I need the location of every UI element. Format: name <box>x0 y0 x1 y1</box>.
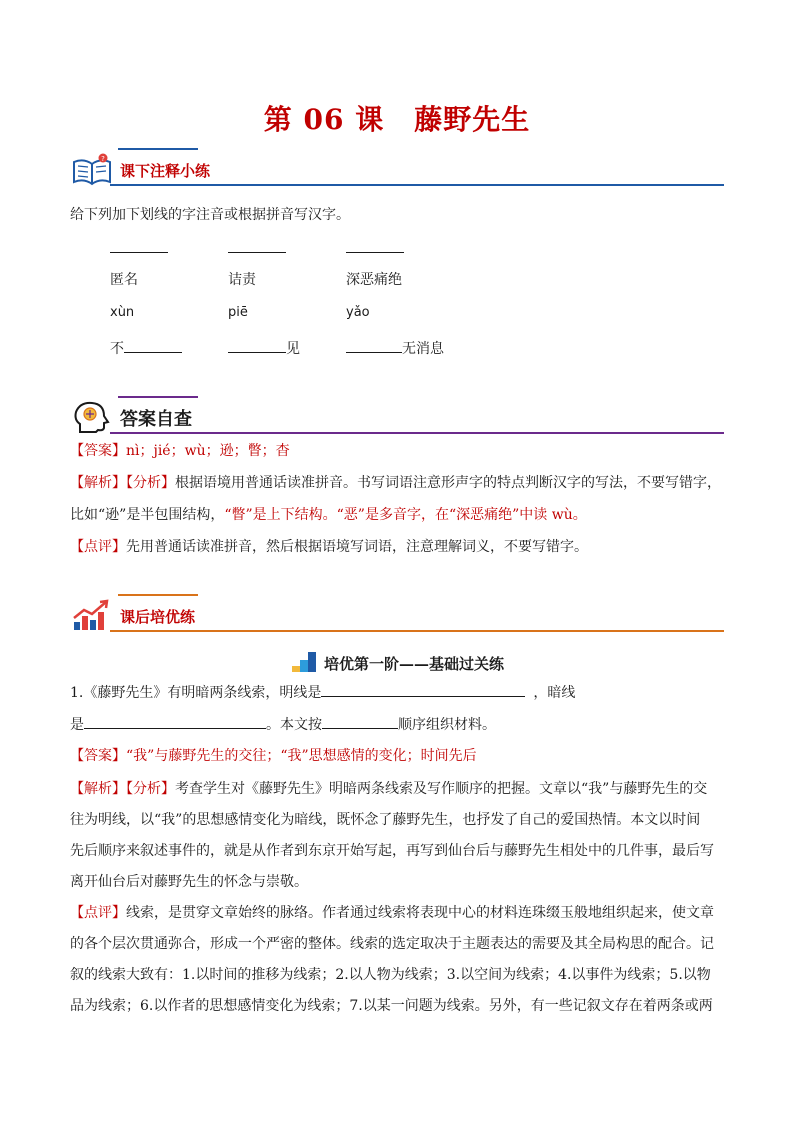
stairs-icon <box>290 650 320 674</box>
analysis-line: 离开仙台后对藤野先生的怀念与崇敬。 <box>70 874 308 890</box>
section-rule <box>110 630 724 632</box>
pinyin-item: yǎo <box>346 305 370 320</box>
question-text: 是 <box>70 717 84 733</box>
fill-text: 见 <box>286 341 300 357</box>
word-item: 诘责 <box>228 272 256 288</box>
comment-text: 线索，是贯穿文章始终的脉络。作者通过线索将表现中心的材料连珠缀玉般地组织起来，使文章 <box>126 905 714 921</box>
head-thinking-icon <box>70 400 114 436</box>
header-accent-bar <box>118 396 198 398</box>
analysis-line <box>70 473 721 493</box>
comment-line <box>70 903 714 923</box>
fill-text: 不 <box>110 341 124 357</box>
fill-item <box>228 338 300 359</box>
section-label: 课下注释小练 <box>120 162 211 180</box>
comment-text: 先用普通话读准拼音，然后根据语境写词语，注意理解词义，不要写错字。 <box>126 539 588 555</box>
comment-line: 叙的线索大致有：1.以时间的推移为线索；2.以人物为线索；3.以空间为线索；4.以事件为线索；5.以物 <box>70 967 711 983</box>
answer-text: nì；jié；wù；逊；瞥；杳 <box>126 443 290 459</box>
question-line <box>70 682 575 703</box>
word-item: 匿名 <box>110 272 138 288</box>
instruction-text: 给下列加下划线的字注音或根据拼音写汉字。 <box>70 207 350 223</box>
header-accent-bar <box>118 148 198 150</box>
question-line <box>70 714 496 735</box>
fill-text: 无消息 <box>402 341 444 357</box>
fill-item <box>346 338 444 359</box>
analysis-line <box>70 505 587 525</box>
sub-heading-text: 培优第一阶——基础过关练 <box>323 655 504 673</box>
question-text: 顺序组织材料。 <box>398 717 496 733</box>
answer-text: “我”与藤野先生的交往；“我”思想感情的变化；时间先后 <box>126 748 477 764</box>
comment-line <box>70 537 588 557</box>
comment-tag: 【点评】 <box>70 905 126 921</box>
answer-line <box>70 746 477 766</box>
question-text: 。本文按 <box>266 717 322 733</box>
answer-blank[interactable] <box>346 338 402 353</box>
analysis-text: “瞥”是上下结构。“恶”是多音字，在“深恶痛绝”中读 wù。 <box>224 507 587 523</box>
answer-blank[interactable] <box>228 338 286 353</box>
section-rule <box>110 432 724 434</box>
analysis-line: 先后顺序来叙述事件的，就是从作者到东京开始写起，再写到仙台后与藤野先生相处中的几件事，最后写 <box>70 843 714 859</box>
answer-blank[interactable] <box>228 252 286 253</box>
analysis-line: 往为明线，以“我”的思想感情变化为暗线，既怀念了藤野先生，也抒发了自己的爱国热情。本文以时间 <box>70 812 701 828</box>
section-rule <box>110 184 724 186</box>
section-label: 课后培优练 <box>120 608 196 626</box>
comment-line: 的各个层次贯通弥合，形成一个严密的整体。线索的选定取决于主题表达的需要及其全局构思的配合。记 <box>70 936 714 952</box>
comment-line: 品为线索；6.以作者的思想感情变化为线索；7.以某一问题为线索。另外，有一些记叙文存在着两条或两 <box>70 998 713 1014</box>
analysis-tag: 【解析】【分析】 <box>70 475 175 491</box>
section-header-practice <box>70 594 724 634</box>
answer-blank[interactable] <box>110 252 168 253</box>
answer-blank[interactable] <box>346 252 404 253</box>
open-book-icon <box>70 152 114 188</box>
header-accent-bar <box>118 594 198 596</box>
sub-heading <box>0 650 794 674</box>
pinyin-item: xùn <box>110 305 135 320</box>
answer-blank[interactable] <box>84 714 266 729</box>
question-text: 1.《藤野先生》有明暗两条线索，明线是 <box>70 685 322 701</box>
analysis-text: 比如“逊”是半包围结构， <box>70 507 225 523</box>
word-item: 深恶痛绝 <box>346 272 402 288</box>
analysis-text: 根据语境用普通话读准拼音。书写词语注意形声字的特点判断汉字的写法，不要写错字， <box>175 475 721 491</box>
page-title <box>0 98 794 138</box>
analysis-text: 考查学生对《藤野先生》明暗两条线索及写作顺序的把握。文章以“我”与藤野先生的交 <box>175 781 708 797</box>
answer-blank[interactable] <box>321 682 525 697</box>
section-header-notes <box>70 148 724 188</box>
section-header-answer <box>70 396 724 436</box>
lesson-name: 藤野先生 <box>414 103 531 136</box>
answer-blank[interactable] <box>322 714 398 729</box>
analysis-tag: 【解析】【分析】 <box>70 781 175 797</box>
answer-tag: 【答案】 <box>70 443 126 459</box>
answer-tag: 【答案】 <box>70 748 126 764</box>
question-text: ，暗线 <box>533 685 576 701</box>
answer-line <box>70 441 290 461</box>
svg-text:?: ? <box>101 155 105 163</box>
growth-chart-icon <box>70 598 114 634</box>
analysis-line <box>70 779 707 799</box>
comment-tag: 【点评】 <box>70 539 126 555</box>
lesson-number: 第 06 课 <box>263 103 385 136</box>
fill-item <box>110 338 182 359</box>
section-label: 答案自查 <box>120 409 192 430</box>
pinyin-item: piē <box>228 305 248 320</box>
answer-blank[interactable] <box>124 338 182 353</box>
